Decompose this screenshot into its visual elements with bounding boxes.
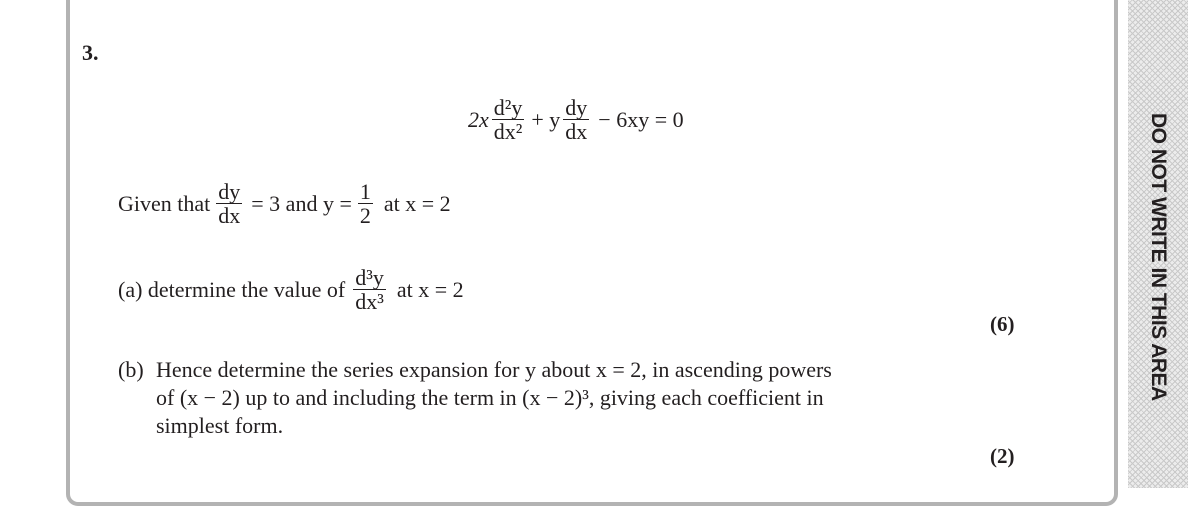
part-a-dx3: dx³: [355, 289, 384, 315]
given-one: 1: [359, 179, 371, 204]
given-suffix: at x = 2: [383, 191, 451, 217]
margin-notice: DO NOT WRITE IN THIS AREA: [1147, 113, 1170, 401]
eq-first-derivative: [563, 96, 589, 144]
part-b-label: (b): [118, 357, 144, 382]
part-b-line3: simplest form.: [156, 413, 284, 438]
given-dy: dy: [218, 179, 241, 204]
part-a-third-derivative: [353, 266, 386, 314]
given-two: 2: [359, 203, 371, 229]
given-half: [358, 180, 373, 228]
eq-dy: dy: [565, 95, 588, 120]
eq-dx2: dx²: [493, 119, 523, 145]
eq-dx: dx: [565, 119, 588, 145]
eq-rest: − 6xy = 0: [598, 107, 684, 133]
given-mid: = 3 and y =: [251, 191, 352, 217]
given-line: [118, 180, 451, 228]
part-a-text: (a) determine the value of: [118, 277, 346, 303]
given-derivative: [216, 180, 242, 228]
part-b-marks: (2): [990, 444, 1015, 468]
part-a-suffix: at x = 2: [396, 277, 464, 303]
eq-d2y: d²y: [493, 95, 523, 120]
part-b: [118, 356, 918, 440]
part-a-marks: (6): [990, 312, 1015, 336]
part-b-line2: of (x − 2) up to and including the term in (x − 2)³, giving each coefficient in: [156, 385, 824, 410]
differential-equation: [468, 96, 684, 144]
eq-plus-y: + y: [531, 107, 561, 133]
eq-coefficient: 2x: [468, 107, 489, 133]
question-number: 3.: [82, 40, 99, 65]
eq-second-derivative: [492, 96, 525, 144]
given-dx: dx: [218, 203, 241, 229]
part-a-d3y: d³y: [355, 265, 384, 290]
part-a: [118, 266, 464, 314]
given-prefix: Given that: [118, 191, 211, 217]
part-b-line1: Hence determine the series expansion for y about x = 2, in ascending powers: [156, 357, 832, 382]
